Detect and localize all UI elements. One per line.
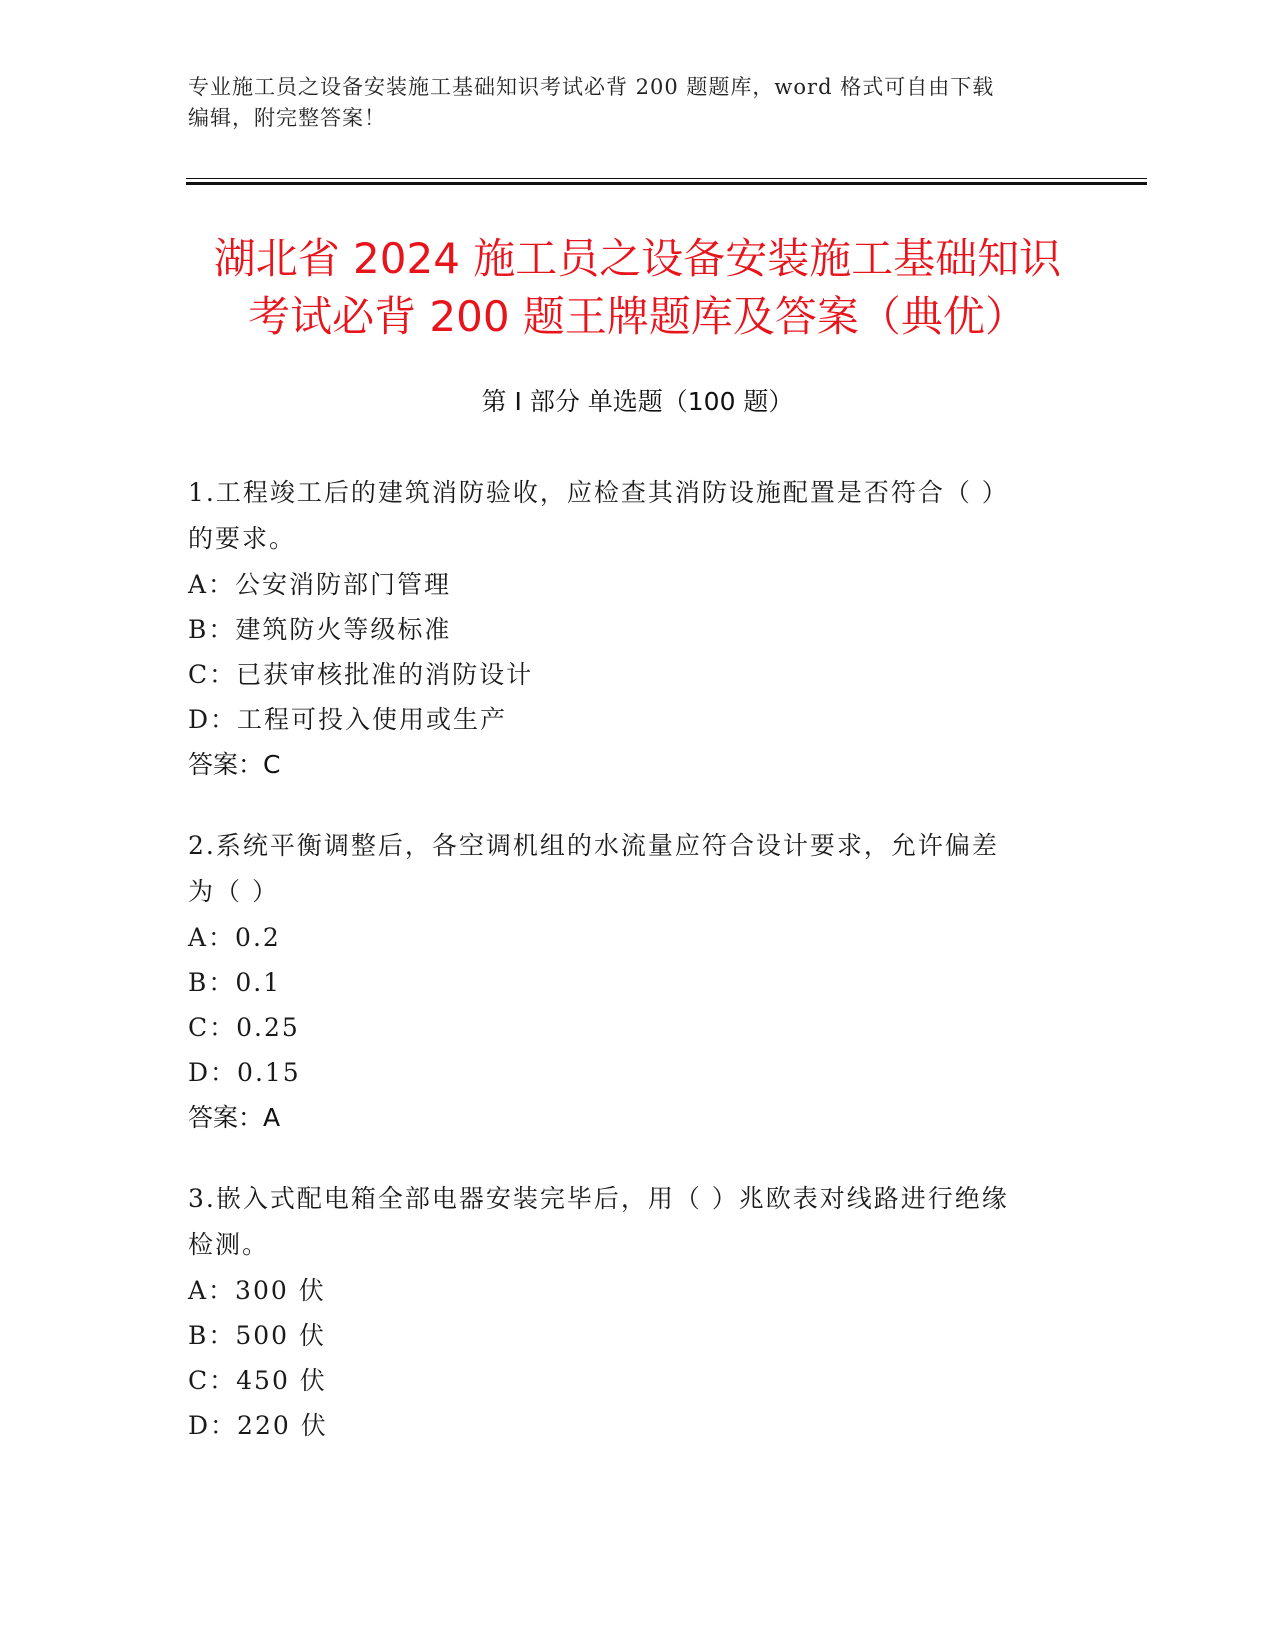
question-list bbox=[188, 470, 1078, 1484]
option-b: B：500 伏 bbox=[188, 1321, 327, 1350]
option-d: D：220 伏 bbox=[188, 1411, 328, 1440]
document-title bbox=[150, 230, 1125, 346]
header-note-line-1: 专业施工员之设备安装施工基础知识考试必背 200 题题库，word 格式可自由下载 bbox=[188, 75, 995, 99]
question-3 bbox=[188, 1176, 1078, 1448]
option-c: C：已获审核批准的消防设计 bbox=[188, 660, 534, 689]
question-1 bbox=[188, 470, 1078, 787]
option-c: C：0.25 bbox=[188, 1013, 300, 1042]
question-stem bbox=[188, 1176, 1078, 1268]
option-c: C：450 伏 bbox=[188, 1366, 327, 1395]
question-stem bbox=[188, 470, 1078, 562]
header-divider-thick bbox=[186, 182, 1147, 185]
option-d: D：0.15 bbox=[188, 1058, 301, 1087]
question-stem-line: 的要求。 bbox=[188, 524, 297, 553]
document-title-line-1: 湖北省 2024 施工员之设备安装施工基础知识 bbox=[213, 234, 1062, 283]
header-note-line-2: 编辑，附完整答案！ bbox=[188, 106, 386, 130]
header-note bbox=[188, 72, 1088, 134]
option-b: B：建筑防火等级标准 bbox=[188, 615, 452, 644]
option-d: D：工程可投入使用或生产 bbox=[188, 705, 508, 734]
header-divider-thin bbox=[186, 178, 1147, 179]
answer: 答案：A bbox=[188, 1103, 281, 1132]
option-a: A：公安消防部门管理 bbox=[188, 570, 452, 599]
option-b: B：0.1 bbox=[188, 968, 282, 997]
question-stem-line: 1.工程竣工后的建筑消防验收，应检查其消防设施配置是否符合（ ） bbox=[188, 478, 1009, 507]
question-stem-line: 为（ ） bbox=[188, 877, 279, 906]
question-stem-line: 3.嵌入式配电箱全部电器安装完毕后，用（ ）兆欧表对线路进行绝缘 bbox=[188, 1184, 1009, 1213]
document-title-line-2: 考试必背 200 题王牌题库及答案（典优） bbox=[248, 292, 1027, 341]
question-stem bbox=[188, 823, 1078, 915]
question-stem-line: 2.系统平衡调整后，各空调机组的水流量应符合设计要求，允许偏差 bbox=[188, 831, 999, 860]
option-a: A：300 伏 bbox=[188, 1276, 326, 1305]
question-2 bbox=[188, 823, 1078, 1140]
section-heading: 第 I 部分 单选题（100 题） bbox=[481, 387, 794, 416]
option-a: A：0.2 bbox=[188, 923, 281, 952]
answer: 答案：C bbox=[188, 750, 281, 779]
question-stem-line: 检测。 bbox=[188, 1230, 270, 1259]
